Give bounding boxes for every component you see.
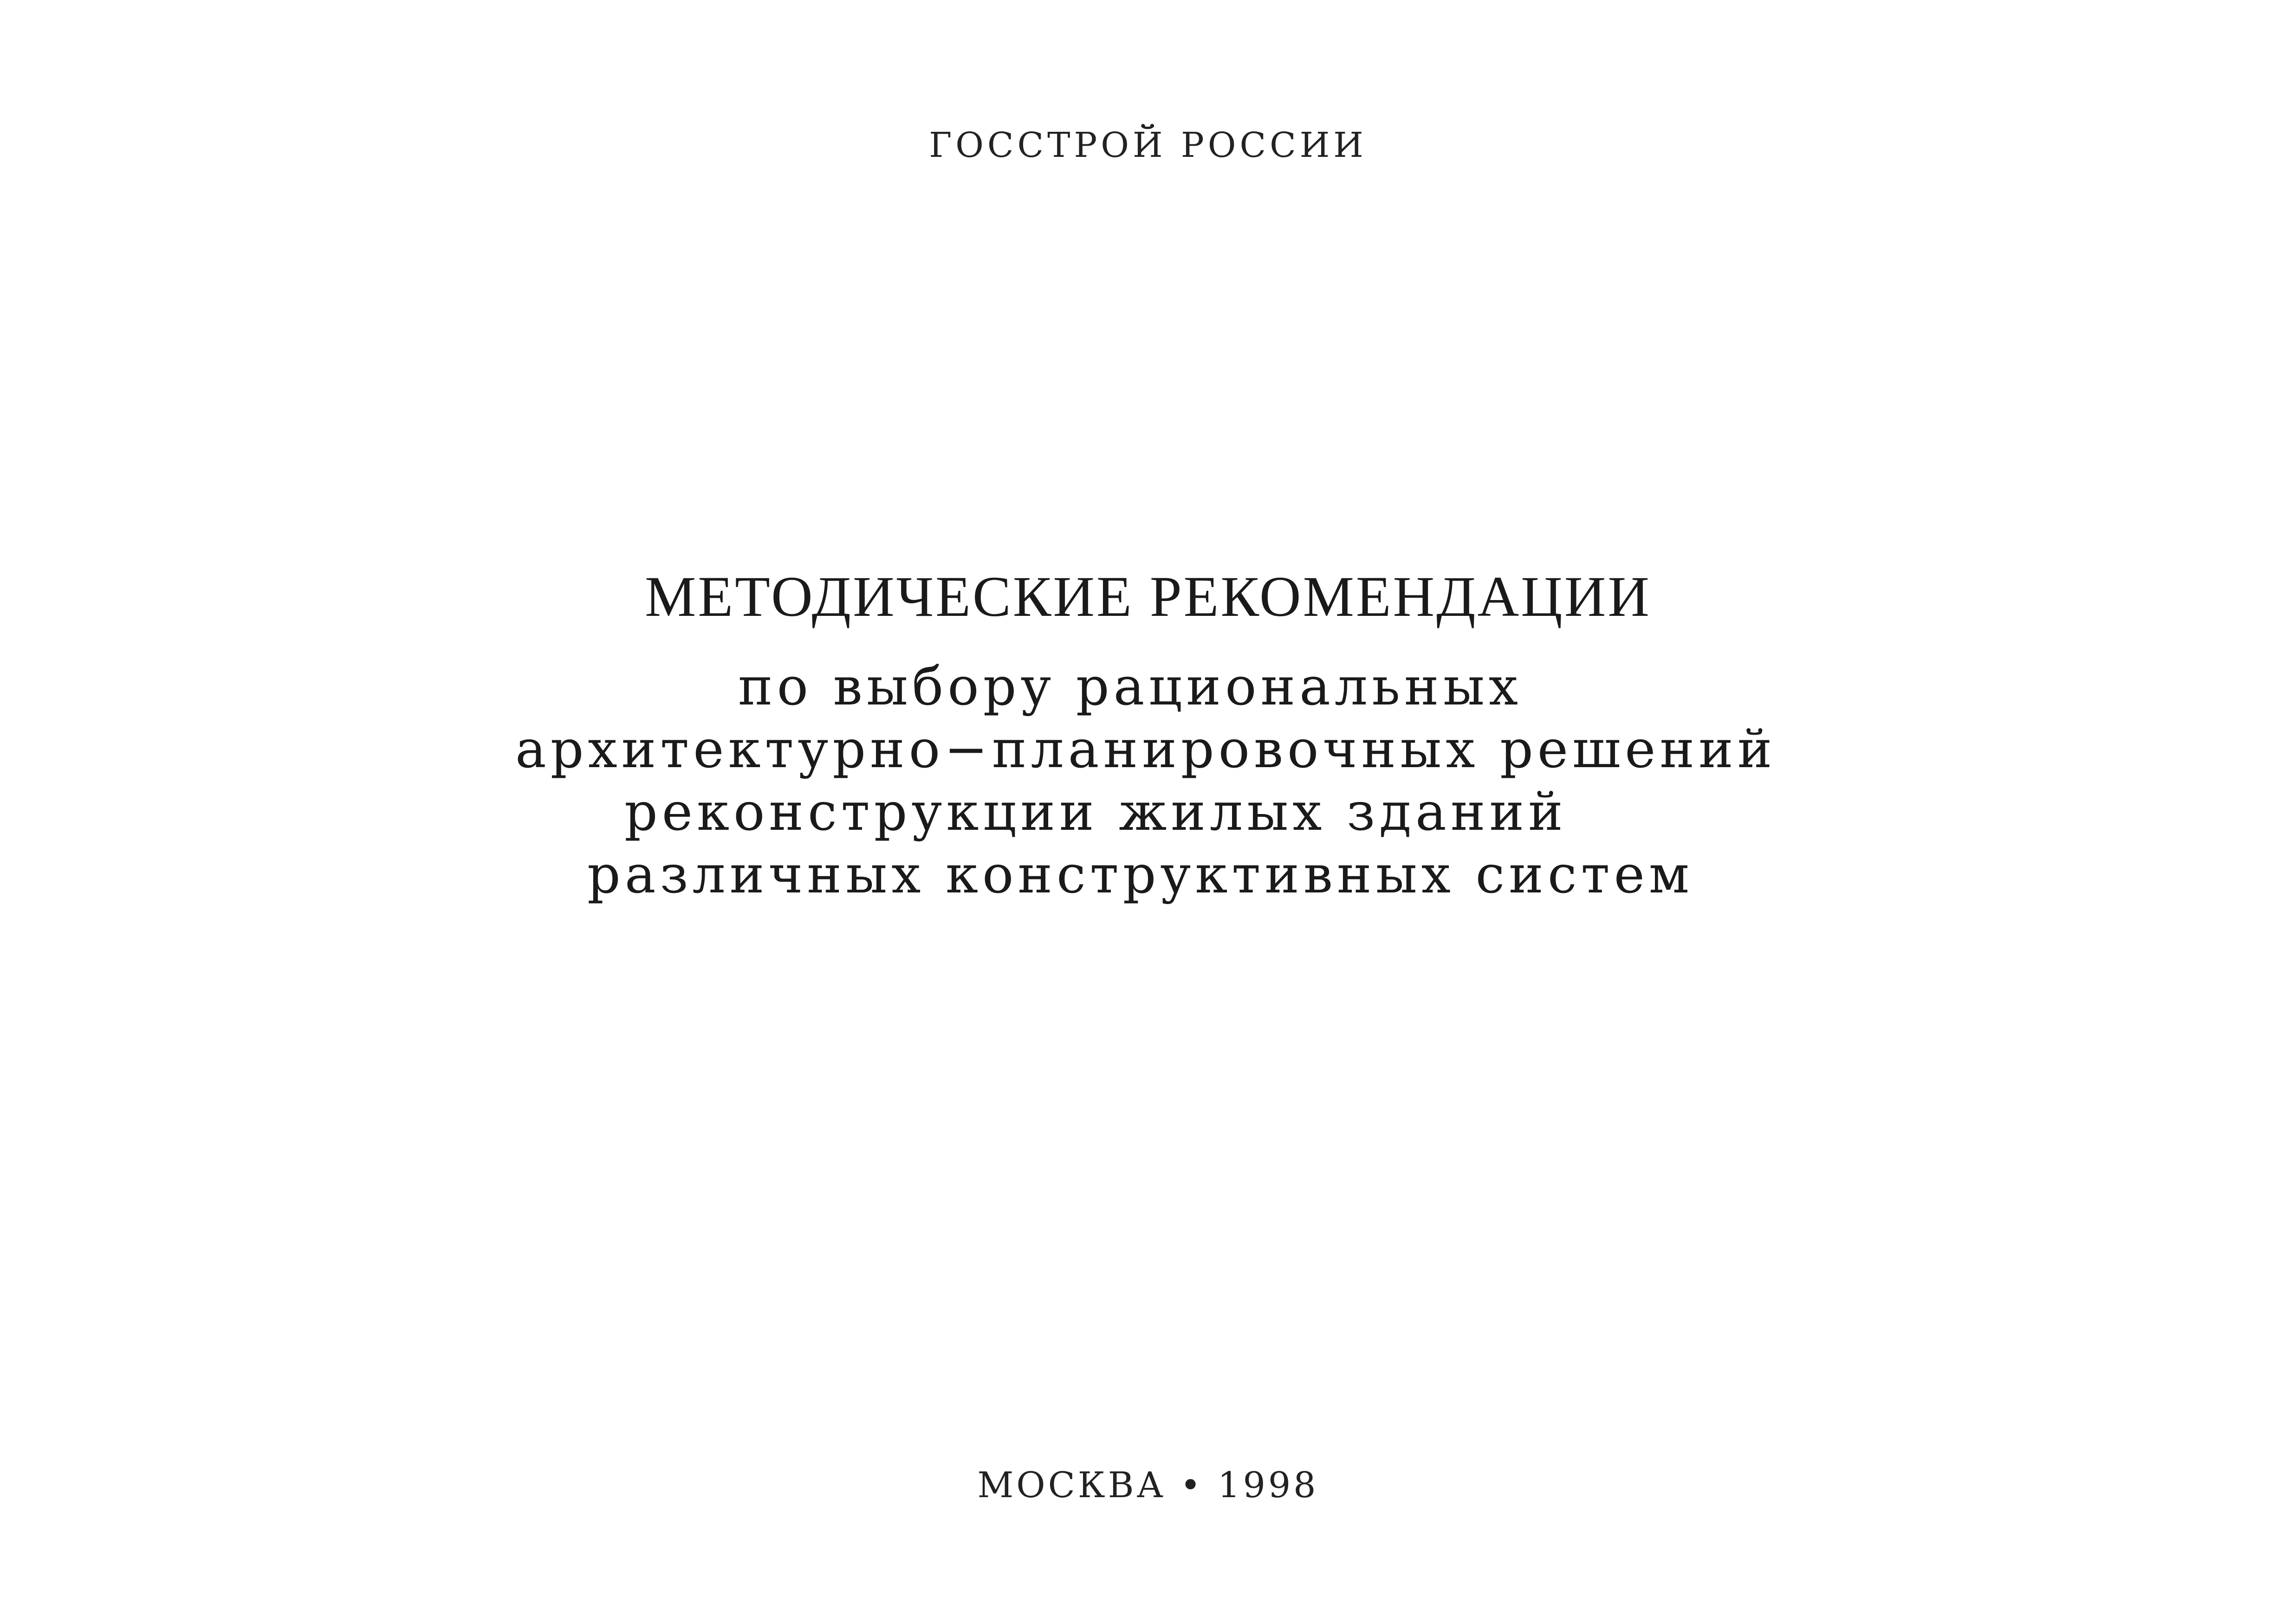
document-type-heading: МЕТОДИЧЕСКИЕ РЕКОМЕНДАЦИИ bbox=[645, 565, 1651, 628]
subtitle-line-2: архитектурно−планировочных решений bbox=[515, 719, 1777, 780]
organization-name: ГОССТРОЙ РОССИИ bbox=[929, 125, 1367, 165]
subtitle-line-1: по выбору рациональных bbox=[738, 657, 1522, 717]
subtitle-line-4: различных конструктивных систем bbox=[587, 845, 1693, 905]
place-and-year: МОСКВА • 1998 bbox=[977, 1464, 1319, 1506]
subtitle-line-3: реконструкции жилых зданий bbox=[624, 782, 1567, 842]
